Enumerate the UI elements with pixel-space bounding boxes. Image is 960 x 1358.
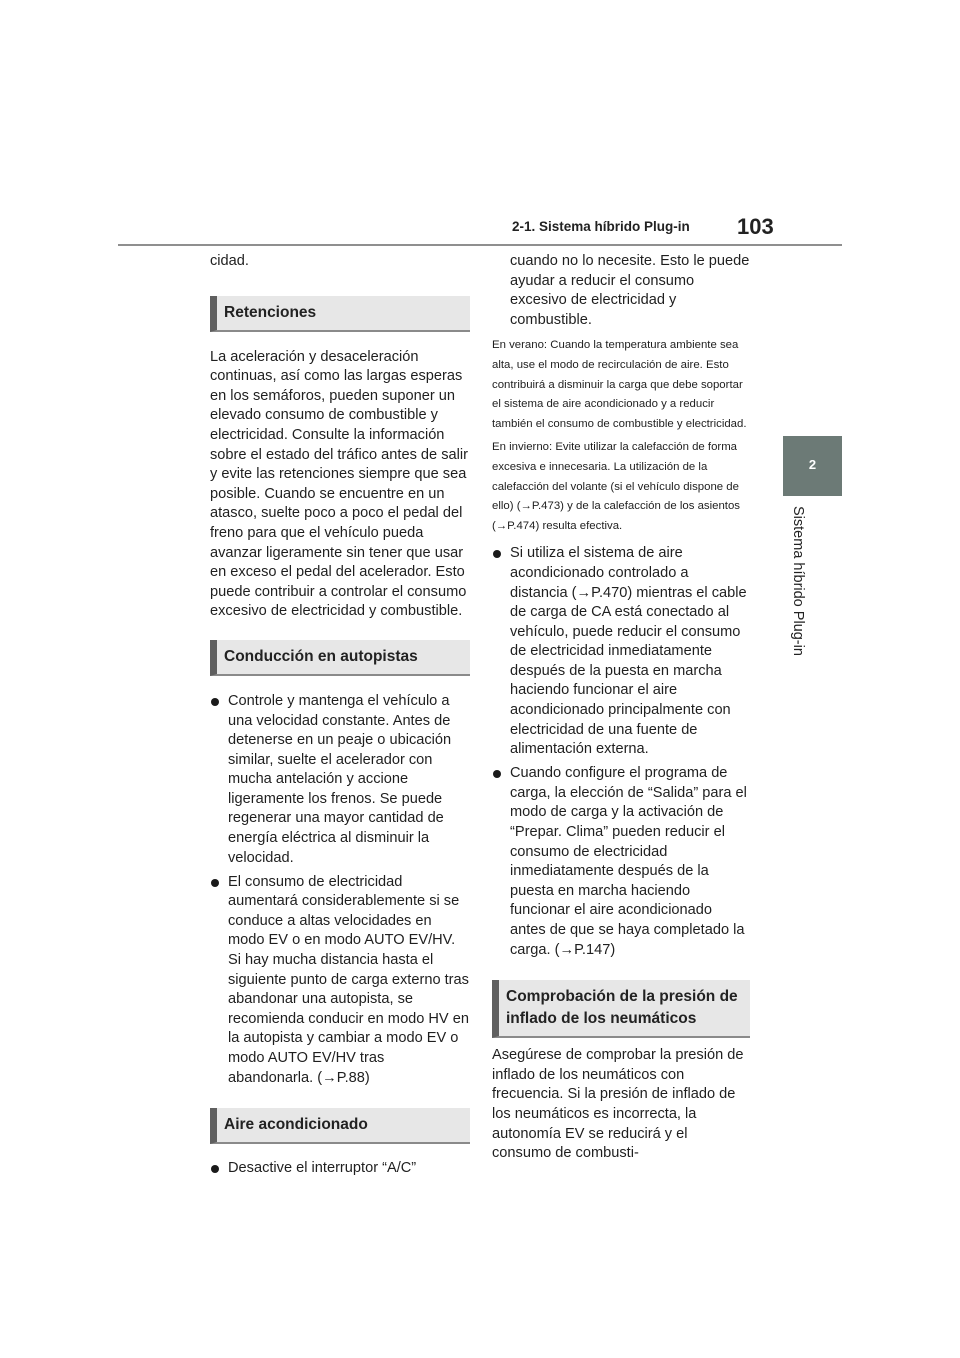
list-item	[210, 1159, 470, 1179]
list-item-text: Cuando configure el programa de carga, la elección de “Salida” para el modo de carga y la activación de “Prepar. Clima” pueden reducir el consumo de electricidad inmediatamente después de la puesta en marcha haciendo funcionar el aire acondicionado antes de que se haya completado la carga. (→P.147)	[510, 765, 747, 958]
list-item	[492, 544, 750, 760]
aire-list	[210, 1159, 470, 1179]
list-item-text: El consumo de electricidad aumentará considerablemente si se conduce a altas velocidades en modo EV o en modo AUTO EV/HV. Si hay mucha distancia hasta el siguiente punto de carga externo tras abandonar una autopista, se recomienda conducir en modo HV en la autopista y cambiar a modo EV o modo AUTO EV/HV tras abandonarla. (→P.88)	[228, 873, 469, 1086]
section-heading-aire: Aire acondicionado	[210, 1108, 470, 1144]
list-item	[210, 873, 470, 1089]
list-item-text: Si utiliza el sistema de aire acondicionado controlado a distancia (→P.470) mientras el cable de carga de CA está conectado al vehículo, puede reducir el consumo de electricidad inmediatamente después de la puesta en marcha haciendo funcionar el aire acondicionado principalmente con electricidad de una fuente de alimentación externa.	[510, 545, 747, 758]
retenciones-paragraph: La aceleración y desaceleración continuas, así como las largas esperas en los semáforos, pueden suponer un elevado consumo de combustible y electricidad. Consulte la información sobre el estado del tráfico antes de salir y evite las retenciones siempre que sea posible. Cuando se encuentre en un atasco, suelte poco a poco el pedal del freno para que el vehículo pueda avanzar ligeramente sin tener que usar en exceso el pedal del acelerador. Esto puede contribuir a controlar el consumo excesivo de electricidad y combustible.	[210, 348, 468, 620]
bullet-icon	[493, 550, 501, 558]
left-column	[210, 252, 470, 1183]
chapter-number: 2	[808, 457, 817, 472]
page-number: 103	[737, 214, 774, 239]
bullet-icon	[211, 1165, 219, 1173]
continued-bullet-paragraph: cuando no lo necesite. Esto le puede ayudar a reducir el consumo excesivo de electricidad y combustible.	[510, 253, 750, 328]
bullet-icon	[211, 879, 219, 887]
summer-note: En verano: Cuando la temperatura ambiente sea alta, use el modo de recirculación de aire. Esto contribuirá a disminuir la carga que debe soportar el sistema de aire acondicionado y a reducir también el consumo de combustible y electricidad.	[492, 339, 747, 430]
right-column	[492, 252, 750, 1164]
section-heading-autopistas: Conducción en autopistas	[210, 640, 470, 676]
list-item-text: Desactive el interruptor “A/C”	[228, 1160, 417, 1177]
running-header-section: 2-1. Sistema híbrido Plug-in	[512, 219, 690, 234]
continued-paragraph: cidad.	[210, 253, 249, 269]
list-item	[210, 692, 470, 868]
winter-note: En invierno: Evite utilizar la calefacción de forma excesiva e innecesaria. La utilización de la calefacción del volante (si el vehículo dispone de ello) (→P.473) y de la calefacción de los asientos (→P.474) resulta efectiva.	[492, 441, 740, 532]
bullet-icon	[211, 698, 219, 706]
right-bullet-list	[492, 544, 750, 960]
section-heading-retenciones: Retenciones	[210, 296, 470, 332]
chapter-title: Sistema híbrido Plug-in	[790, 506, 806, 656]
list-item-text: Controle y mantenga el vehículo a una velocidad constante. Antes de detenerse en un peaje o ubicación similar, suelte el acelerador con mucha antelación y accione ligeramente los frenos. Se puede regenerar una mayor cantidad de energía eléctrica al disminuir la velocidad.	[228, 692, 452, 866]
autopistas-list	[210, 692, 470, 1088]
header-rule	[118, 244, 842, 246]
list-item	[492, 764, 750, 960]
neumaticos-paragraph: Asegúrese de comprobar la presión de inflado de los neumáticos con frecuencia. Si la presión de inflado de los neumáticos es incorrecta, la autonomía EV se reducirá y el consumo de combusti-	[492, 1047, 744, 1162]
bullet-icon	[493, 770, 501, 778]
section-heading-neumaticos: Comprobación de la presión de inflado de los neumáticos	[492, 980, 750, 1038]
